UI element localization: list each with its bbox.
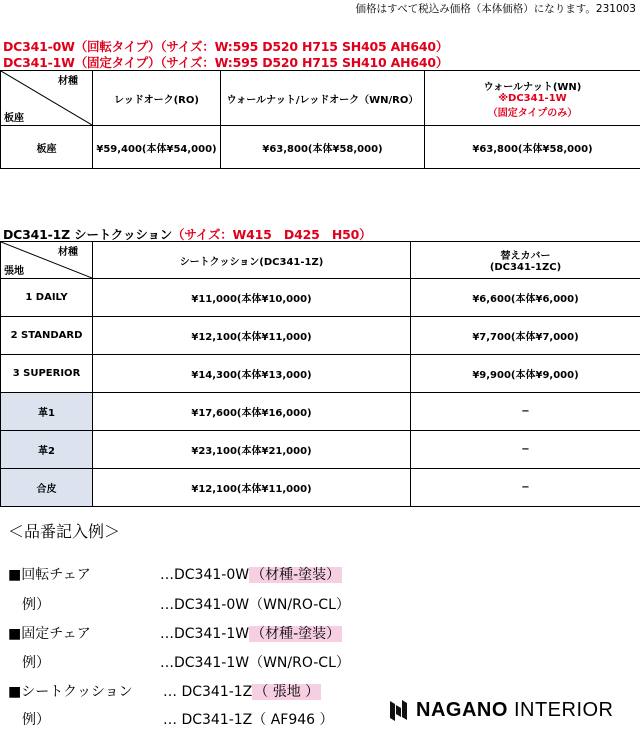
price-cell: ¥12,100(本体¥11,000)	[93, 469, 411, 507]
column-header: シートクッション(DC341-1Z)	[93, 242, 411, 279]
price-cell: ¥9,900(本体¥9,000)	[411, 355, 640, 393]
price-cell: −	[411, 431, 640, 469]
price-cell: ¥23,100(本体¥21,000)	[93, 431, 411, 469]
table-row	[1, 469, 640, 507]
example-highlight: （ 張地 ）	[252, 684, 321, 700]
table-row	[1, 317, 640, 355]
table1-title-line-2	[3, 53, 448, 71]
column-header-note: ※DC341-1W	[425, 93, 640, 104]
column-header-label: 替えカバー	[411, 247, 640, 262]
model-label: DC341-1Z シートクッション	[3, 227, 172, 242]
row-label: 革2	[1, 431, 93, 469]
price-cell: ¥6,600(本体¥6,000)	[411, 279, 640, 317]
size-spec: （サイズ：W:595 D520 H715 SH405 AH640）	[160, 39, 448, 54]
column-header: レッドオーク(RO)	[93, 71, 221, 126]
size-spec: （サイズ：W:595 D520 H715 SH410 AH640）	[160, 55, 448, 70]
price-cell: ¥17,600(本体¥16,000)	[93, 393, 411, 431]
example-right	[163, 681, 321, 701]
logo-light-text: INTERIOR	[508, 699, 614, 721]
nagano-interior-logo	[388, 697, 614, 723]
price-cell: ¥7,700(本体¥7,000)	[411, 317, 640, 355]
row-label: 2 STANDARD	[1, 317, 93, 355]
logo-bold-text: NAGANO	[416, 699, 508, 721]
price-cell: −	[411, 469, 640, 507]
example-right: … DC341-1Z（ AF946 ）	[163, 709, 334, 729]
example-left: 例）	[8, 709, 50, 729]
example-highlight: （材種-塗装）	[249, 626, 342, 642]
row-label: 板座	[1, 126, 93, 169]
row-label: 革1	[1, 393, 93, 431]
price-cell: ¥63,800(本体¥58,000)	[425, 126, 640, 169]
example-code: …DC341-0W	[160, 567, 249, 583]
example-right: …DC341-0W（WN/RO-CL）	[160, 594, 350, 614]
row-label: 合皮	[1, 469, 93, 507]
example-left: 例）	[8, 652, 50, 672]
cushion-price-table	[0, 241, 640, 507]
price-cell: ¥12,100(本体¥11,000)	[93, 317, 411, 355]
logo-wordmark	[416, 699, 614, 722]
corner-label-seat: 板座	[4, 109, 24, 124]
price-note: 価格はすべて税込み価格（本体価格）になります。231003	[355, 1, 636, 16]
example-left: ■固定チェア	[8, 623, 91, 643]
column-header-label: ウォールナット(WN)	[425, 78, 640, 93]
table-row	[1, 126, 640, 169]
example-left: 例）	[8, 594, 50, 614]
price-cell: ¥59,400(本体¥54,000)	[93, 126, 221, 169]
column-header-sub: (DC341-1ZC)	[411, 262, 640, 273]
model-label: DC341-1W（固定タイプ）	[3, 55, 160, 70]
price-cell: −	[411, 393, 640, 431]
frame-price-table	[0, 70, 640, 169]
table-corner-cell	[1, 71, 93, 126]
size-spec: （サイズ：W415 D425 H50）	[172, 227, 371, 242]
column-header-note: （固定タイプのみ）	[425, 104, 640, 119]
example-code: … DC341-1Z	[163, 684, 252, 700]
row-label: 3 SUPERIOR	[1, 355, 93, 393]
table-row	[1, 431, 640, 469]
table-row	[1, 355, 640, 393]
table-row	[1, 393, 640, 431]
table-corner-cell	[1, 242, 93, 279]
row-label: 1 DAILY	[1, 279, 93, 317]
corner-label-fabric: 張地	[4, 262, 24, 277]
price-cell: ¥11,000(本体¥10,000)	[93, 279, 411, 317]
example-right: …DC341-1W（WN/RO-CL）	[160, 652, 350, 672]
column-header: ウォールナット/レッドオーク（WN/RO）	[221, 71, 425, 126]
price-cell: ¥63,800(本体¥58,000)	[221, 126, 425, 169]
column-header	[425, 71, 640, 126]
corner-label-material: 材種	[58, 243, 78, 258]
example-left: ■シートクッション	[8, 681, 133, 701]
example-left: ■回転チェア	[8, 564, 91, 584]
example-highlight: （材種-塗装）	[249, 567, 342, 583]
example-right	[160, 623, 342, 643]
model-label: DC341-0W（回転タイプ）	[3, 39, 160, 54]
column-header	[411, 242, 640, 279]
example-code: …DC341-1W	[160, 626, 249, 642]
example-section-title: ＜品番記入例＞	[8, 519, 120, 542]
logo-mark-icon	[388, 697, 410, 723]
example-right	[160, 564, 342, 584]
table-row	[1, 279, 640, 317]
price-cell: ¥14,300(本体¥13,000)	[93, 355, 411, 393]
corner-label-material: 材種	[58, 72, 78, 87]
